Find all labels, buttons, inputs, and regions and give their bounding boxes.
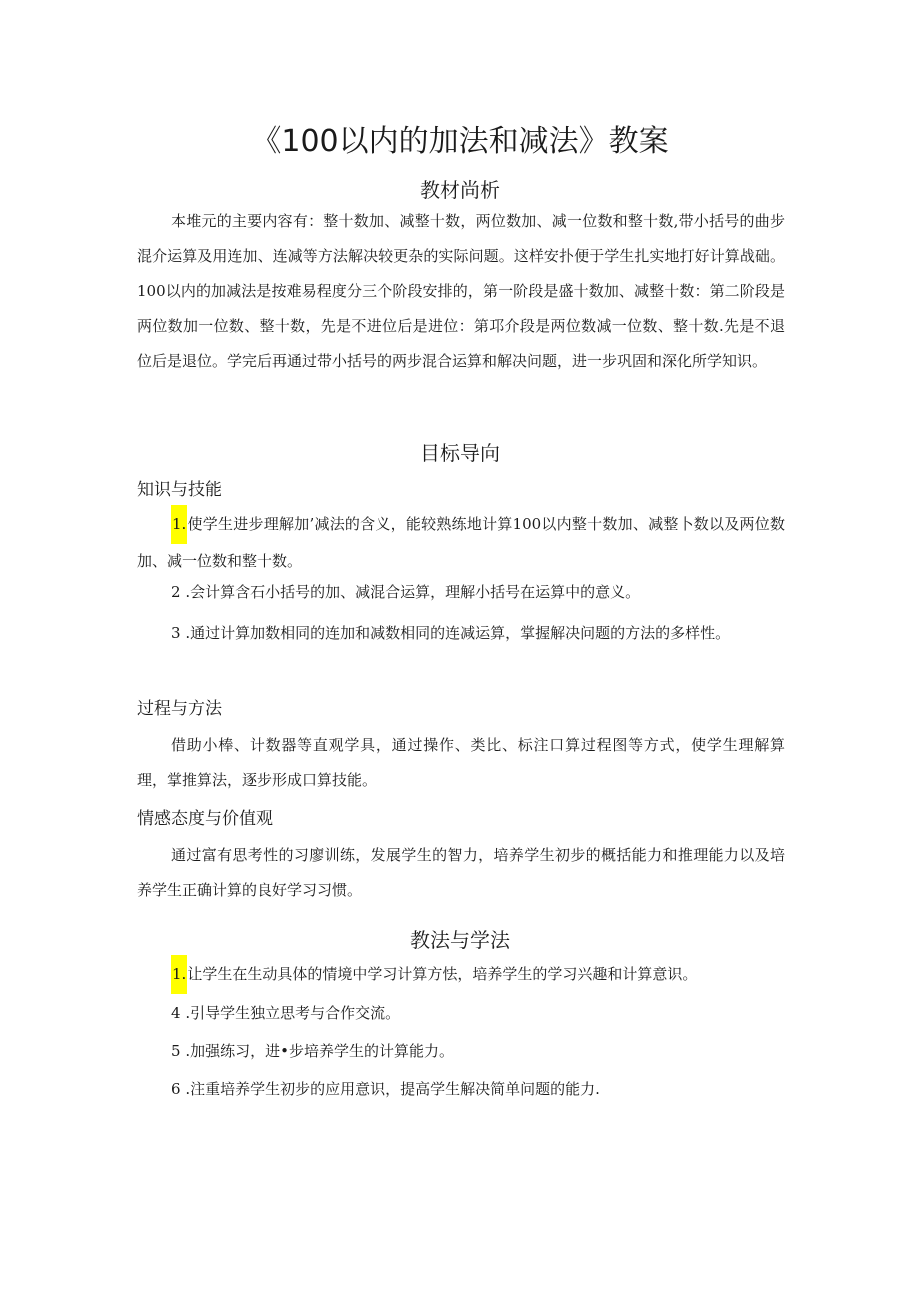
knowledge-item-2 — [137, 575, 785, 610]
item-number: 2 — [171, 583, 181, 601]
subheading-process: 过程与方法 — [137, 699, 222, 719]
item-text: .注重培养学生初步的应用意识，提高学生解决简单问题的能力. — [185, 1080, 600, 1098]
method-item-3 — [137, 1034, 785, 1069]
subheading-knowledge: 知识与技能 — [137, 480, 222, 500]
item-text: .加强练习，进•步培养学生的计算能力。 — [185, 1042, 454, 1060]
attitude-paragraph: 通过富有思考性的习廖训练，发展学生的智力，培养学生初步的概括能力和推理能力以及培养学生正确计算的良好学习习惯。 — [137, 846, 785, 899]
item-text: .引导学生独立思考与合作交流。 — [185, 1004, 401, 1022]
section-heading-methods: 教法与学法 — [410, 928, 510, 952]
item-number: 1. — [171, 505, 187, 544]
method-item-1 — [137, 955, 785, 994]
document-title: 《100以内的加法和减法》教案 — [251, 124, 669, 159]
material-paragraph: 本堆元的主要内容有：整十数加、减整十数，两位数加、减一位数和整十数,带小括号的曲步混介运算及用连加、连减等方法解决较更杂的实际问题。这样安扑便于学生扎实地打好计算战础。100以内的加减法是按难易程度分三个阶段安排的，第一阶段是盛十数加、减整十数：第二阶段是两位数加一位数、整十数，先是不进位后是进位：第邛介段是两位数减一位数、整十数.先是不退位后是退位。学完后再通过带小括号的两步混合运算和解决问题，进一步巩固和深化所学知识。 — [137, 212, 785, 370]
item-number: 6 — [171, 1080, 181, 1098]
knowledge-item-1 — [137, 505, 785, 579]
item-number: 3 — [171, 624, 181, 642]
process-paragraph: 借助小棒、计数器等直观学具，通过操作、类比、标注口算过程图等方式，使学生理解算理，掌推算法，逐步形成口算技能。 — [137, 736, 785, 789]
item-number: 5 — [171, 1042, 181, 1060]
section-heading-goals: 目标导向 — [420, 441, 500, 465]
subheading-attitude: 情感态度与价值观 — [137, 809, 273, 829]
method-item-2 — [137, 996, 785, 1031]
item-text: 让学生在生动具体的情境中学习计算方怯，培养学生的学习兴趣和计算意识。 — [187, 965, 698, 983]
method-item-4 — [137, 1072, 785, 1107]
section-heading-material: 教材尚析 — [420, 178, 500, 202]
item-number: 4 — [171, 1004, 181, 1022]
item-text: 使学生进步理解加’减法的含义，能较熟练地计算100以内整十数加、减整卜数以及两位数加、减一位数和整十数。 — [137, 515, 785, 570]
item-text: .通过计算加数相同的连加和减数相同的连减运算，掌握解决问题的方法的多样性。 — [185, 624, 731, 642]
item-number: 1. — [171, 955, 187, 994]
item-text: .会计算含石小括号的加、减混合运算，理解小括号在运算中的意义。 — [185, 583, 641, 601]
knowledge-item-3 — [137, 616, 785, 651]
